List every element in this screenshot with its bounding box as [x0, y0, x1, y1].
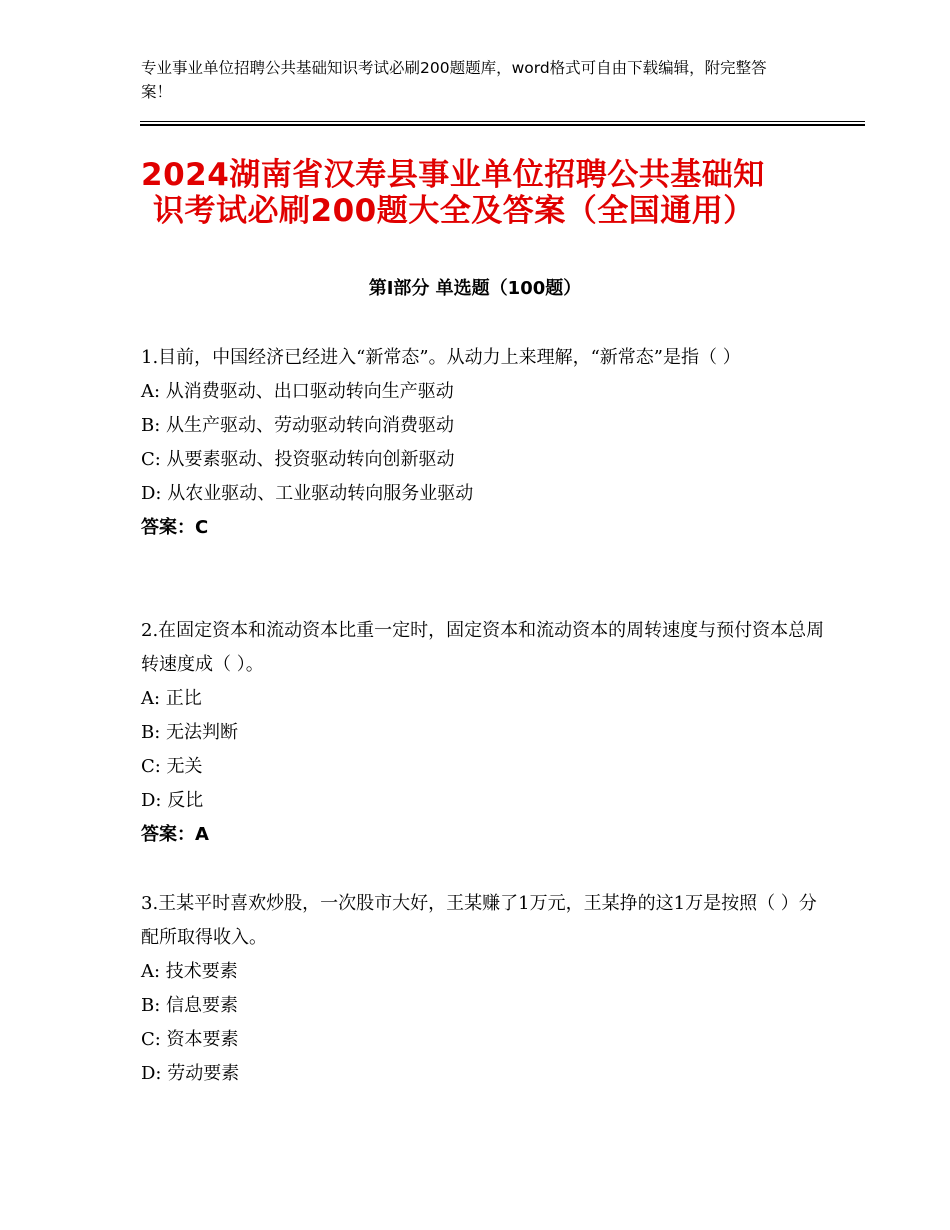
option-c: C: 资本要素 — [141, 1029, 239, 1050]
document-title-line-1: 2024湖南省汉寿县事业单位招聘公共基础知 — [141, 157, 765, 193]
document-title-line-2: 识考试必刷200题大全及答案（全国通用） — [153, 193, 755, 229]
document-title — [141, 157, 821, 229]
answer-label: 答案：A — [141, 824, 209, 845]
option-a: A: 从消费驱动、出口驱动转向生产驱动 — [141, 381, 454, 402]
option-a: A: 正比 — [141, 688, 202, 709]
option-b: B: 无法判断 — [141, 722, 239, 743]
question-3 — [141, 887, 831, 1091]
header-rule-thick — [140, 124, 865, 126]
option-c: C: 无关 — [141, 756, 203, 777]
option-b: B: 从生产驱动、劳动驱动转向消费驱动 — [141, 415, 455, 436]
question-stem: 3.王某平时喜欢炒股，一次股市大好，王某赚了1万元，王某挣的这1万是按照（ ）分配所取得收入。 — [141, 893, 817, 948]
header-note: 专业事业单位招聘公共基础知识考试必刷200题题库，word格式可自由下载编辑，附完整答案！ — [141, 59, 767, 101]
option-d: D: 从农业驱动、工业驱动转向服务业驱动 — [141, 483, 474, 504]
option-d: D: 劳动要素 — [141, 1063, 240, 1084]
answer-label: 答案：C — [141, 517, 209, 538]
question-stem: 1.目前，中国经济已经进入“新常态”。从动力上来理解，“新常态”是指（ ） — [141, 347, 741, 368]
option-c: C: 从要素驱动、投资驱动转向创新驱动 — [141, 449, 455, 470]
question-1 — [141, 341, 831, 545]
option-a: A: 技术要素 — [141, 961, 238, 982]
option-d: D: 反比 — [141, 790, 204, 811]
header-rule-thin — [140, 121, 865, 122]
question-2 — [141, 614, 831, 852]
section-heading: 第Ⅰ部分 单选题（100题） — [368, 278, 582, 299]
option-b: B: 信息要素 — [141, 995, 239, 1016]
question-stem: 2.在固定资本和流动资本比重一定时，固定资本和流动资本的周转速度与预付资本总周转速度成（ ）。 — [141, 620, 825, 675]
